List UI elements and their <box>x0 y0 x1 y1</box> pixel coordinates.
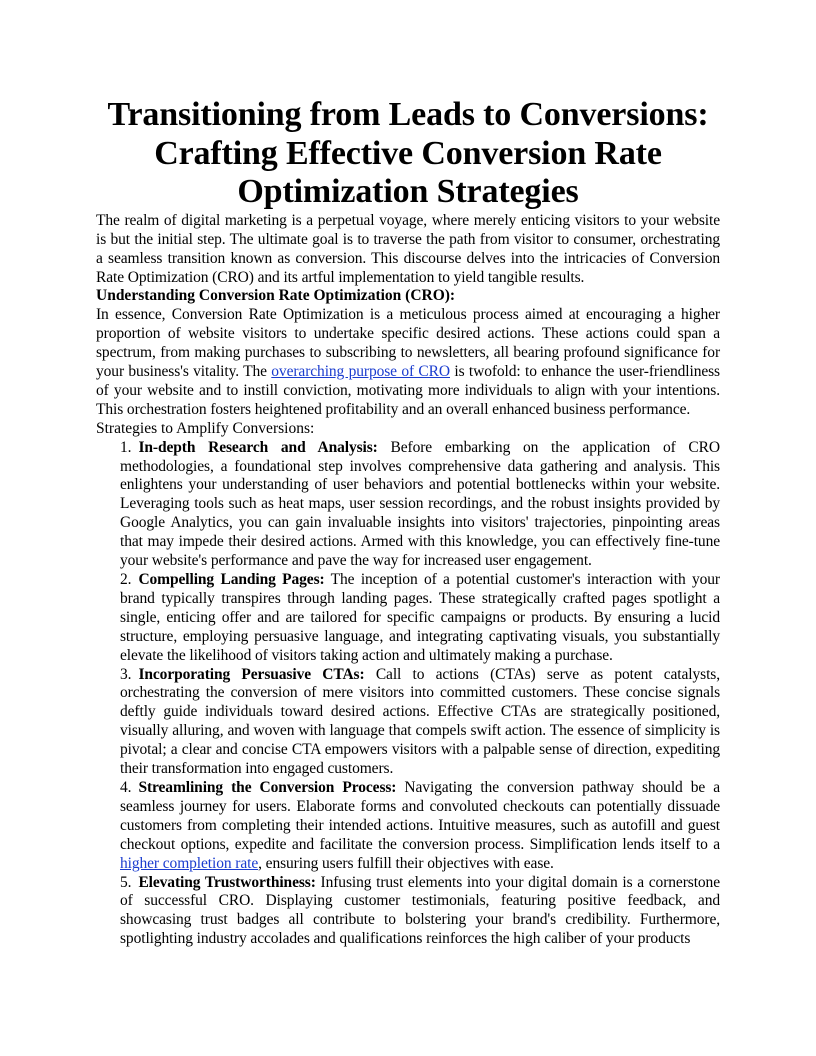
list-item <box>120 571 720 666</box>
document-page <box>96 96 720 949</box>
strategies-label: Strategies to Amplify Conversions: <box>96 419 315 437</box>
list-item <box>120 666 720 779</box>
cro-paragraph-text-before: In essence, Conversion Rate Optimization is a meticulous process aimed at encouraging a higher proportion of website visitors to undertake specific desired actions. These actions could span a spectrum, from making purchases to subscribing to newsletters, all bearing profound significance for your business's vitality. The <box>96 306 720 381</box>
strategies-list <box>96 439 720 949</box>
cro-paragraph <box>96 306 720 419</box>
item-text-after: , ensuring users fulfill their objectives with ease. <box>258 854 554 872</box>
item-number: 3. <box>120 665 132 683</box>
item-text-before: Navigating the conversion pathway should be a seamless journey for users. Elaborate forms and convoluted checkouts can potentially dissuade customers from completing their intended actions. Intuitive measures, such as autofill and guest checkout options, expedite and facilitate the conversion process. Simplification lends itself to a <box>120 778 720 853</box>
item-text: Call to actions (CTAs) serve as potent catalysts, orchestrating the conversion of mere visitors into committed customers. These concise signals deftly guide individuals toward desired actions. Effective CTAs are strategically positioned, visually alluring, and woven with language that compels swift action. The essence of simplicity is pivotal; a clear and concise CTA empowers visitors with a palpable sense of direction, expediting their transformation into engaged customers. <box>120 665 720 778</box>
item-number: 5. <box>120 873 132 891</box>
item-number: 1. <box>120 438 132 456</box>
overarching-purpose-link[interactable]: overarching purpose of CRO <box>271 363 450 381</box>
cro-paragraph-text-after: is twofold: to enhance the user-friendliness of your website and to instill conviction, motivating more individuals to align with your intentions. This orchestration fosters heightened profitability and an overall enhanced business performance. <box>96 363 720 418</box>
item-title: In-depth Research and Analysis: <box>138 438 378 456</box>
higher-completion-rate-link[interactable]: higher completion rate <box>120 854 259 872</box>
item-text: The inception of a potential customer's interaction with your brand typically transpires through landing pages. These strategically crafted pages spotlight a single, enticing offer and are tailored for specific campaigns or products. By ensuring a lucid structure, employing persuasive language, and integrating captivating visuals, you substantially elevate the likelihood of visitors taking action and ultimately making a purchase. <box>120 571 720 664</box>
document-title: Transitioning from Leads to Conversions: Crafting Effective Conversion Rate Optimization Strategies <box>107 96 709 211</box>
list-item <box>120 439 720 571</box>
item-text: Infusing trust elements into your digital domain is a cornerstone of successful CRO. Displaying customer testimonials, featuring positive feedback, and showcasing trust badges all contribute to bolstering your brand's credibility. Furthermore, spotlighting industry accolades and qualifications reinforces the high caliber of your products <box>120 873 720 948</box>
list-item <box>120 874 720 950</box>
item-number: 4. <box>120 778 132 796</box>
item-number: 2. <box>120 571 132 588</box>
item-title: Elevating Trustworthiness: <box>138 873 316 891</box>
item-title: Incorporating Persuasive CTAs: <box>138 665 365 683</box>
item-text: Before embarking on the application of CRO methodologies, a foundational step involves comprehensive data gathering and analysis. This enlightens your understanding of user behaviors and potential bottlenecks within your website. Leveraging tools such as heat maps, user session recordings, and the robust insights provided by Google Analytics, you can gain invaluable insights into visitors' trajectories, pinpointing areas that may impede their desired actions. Armed with this knowledge, you can effectively fine-tune your website's performance and pave the way for increased user engagement. <box>120 438 720 570</box>
list-item <box>120 779 720 874</box>
item-title: Streamlining the Conversion Process: <box>138 778 397 796</box>
item-title: Compelling Landing Pages: <box>138 571 325 588</box>
intro-paragraph: The realm of digital marketing is a perpetual voyage, where merely enticing visitors to your website is but the initial step. The ultimate goal is to traverse the path from visitor to consumer, orchestrating a seamless transition known as conversion. This discourse delves into the intricacies of Conversion Rate Optimization (CRO) and its artful implementation to yield tangible results. <box>96 211 720 286</box>
section-heading: Understanding Conversion Rate Optimization (CRO): <box>96 287 456 305</box>
